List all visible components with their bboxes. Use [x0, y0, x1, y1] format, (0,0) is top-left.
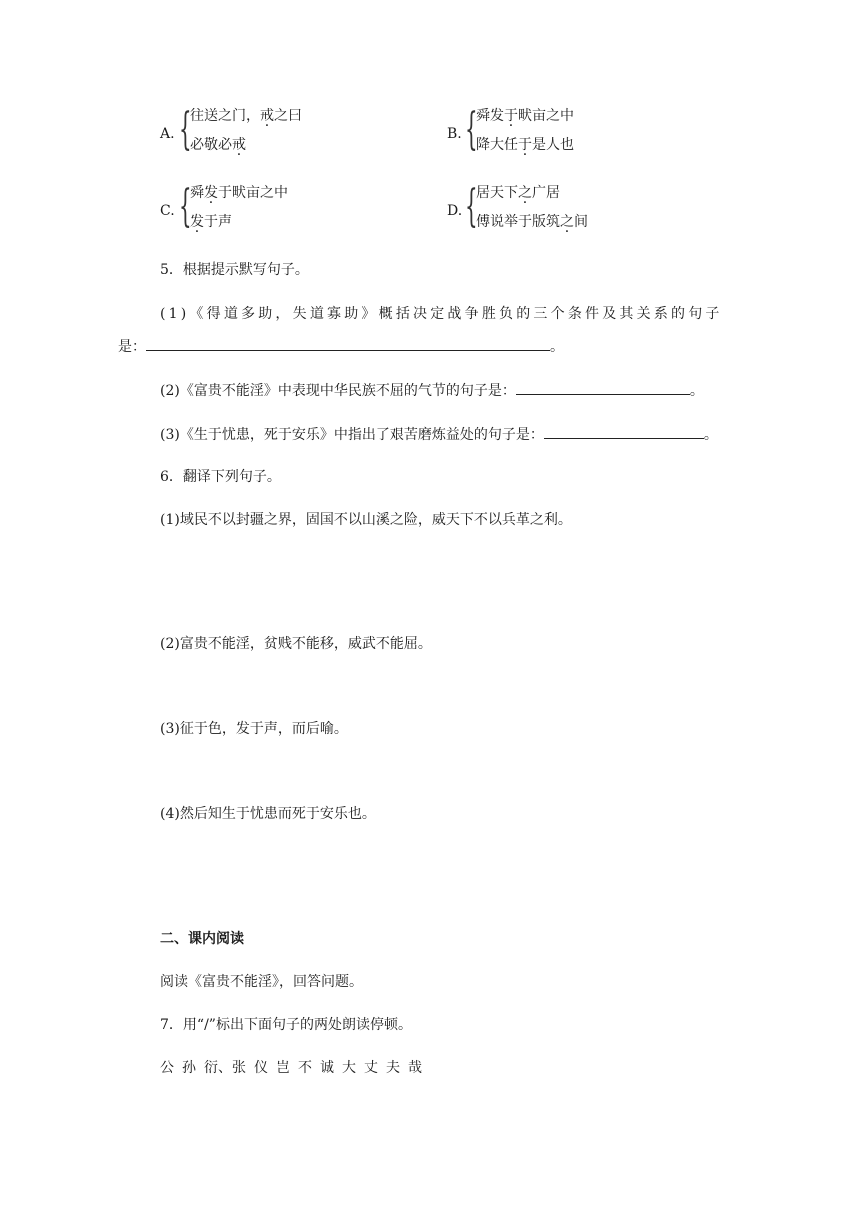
option-b-dotted-char2: 于 [518, 137, 532, 153]
option-b-letter: B. [447, 126, 462, 142]
option-d-line1: 居天下之广居 [476, 185, 560, 201]
q7-char: 诚 [320, 1060, 334, 1076]
option-b-dotted-char1: 于 [504, 108, 518, 124]
q7-char: 孙 [182, 1060, 196, 1076]
option-a-dotted-char2: 戒 [232, 137, 246, 153]
q6-title: 6．翻译下列句子。 [160, 469, 281, 485]
option-a-letter: A. [160, 126, 175, 142]
q6-sentence-3: (3)征于色，发于声，而后喻。 [160, 721, 348, 737]
option-d-line2: 傅说举于版筑之间 [476, 214, 588, 230]
q6-sentence-4: (4)然后知生于忧患而死于安乐也。 [160, 806, 376, 822]
q7-prompt: 7．用“/”标出下面句子的两处朗读停顿。 [160, 1017, 412, 1033]
section2-intro: 阅读《富贵不能淫》，回答问题。 [160, 974, 363, 990]
option-d-brace: { [465, 181, 478, 232]
option-c-letter: C. [160, 203, 175, 219]
q5-item1-prefix: 是： [118, 339, 146, 355]
option-d-dotted-char1: 之 [518, 185, 532, 201]
q7-char: 仪 [254, 1060, 268, 1076]
option-a-line1: 往送之门，戒之曰 [190, 108, 302, 124]
q5-item1-period: 。 [550, 339, 564, 355]
q7-char: 大 [342, 1060, 356, 1076]
q7-char: 夫 [386, 1060, 400, 1076]
q5-item3-blank[interactable] [544, 424, 704, 439]
option-c-line2: 发于声 [190, 214, 232, 230]
option-c-dotted-char2: 发 [190, 214, 204, 230]
option-d-letter: D. [447, 203, 463, 219]
q5-title: 5．根据提示默写句子。 [160, 262, 309, 278]
option-d-dotted-char2: 之 [560, 214, 574, 230]
option-a-line2: 必敬必戒 [190, 137, 246, 153]
option-a-brace: { [179, 104, 192, 155]
option-b-line1: 舜发于畎亩之中 [476, 108, 574, 124]
option-c-line1: 舜发于畎亩之中 [190, 185, 288, 201]
q7-char: 不 [298, 1060, 312, 1076]
option-a-dotted-char1: 戒 [260, 108, 274, 124]
option-c-dotted-char1: 发 [204, 185, 218, 201]
q5-item1-line1: (1)《得道多助，失道寡助》概括决定战争胜负的三个条件及其关系的句子 [160, 306, 723, 322]
q7-char: 衍、张 [204, 1060, 246, 1076]
option-b-line2: 降大任于是人也 [476, 137, 574, 153]
q7-char: 丈 [364, 1060, 378, 1076]
q5-item1-blank[interactable] [146, 336, 550, 351]
option-b-brace: { [465, 104, 478, 155]
q7-char: 岂 [276, 1060, 290, 1076]
q5-item2-blank[interactable] [516, 380, 690, 395]
q5-item2-period: 。 [689, 383, 704, 399]
q5-item3-text: (3)《生于忧患，死于安乐》中指出了艰苦磨炼益处的句子是： [160, 427, 544, 443]
q6-sentence-2: (2)富贵不能淫，贫贱不能移，威武不能屈。 [160, 636, 432, 652]
q5-item3 [160, 424, 718, 445]
q7-char: 公 [160, 1060, 174, 1076]
q7-sentence [160, 1058, 422, 1078]
q5-item2 [160, 380, 704, 401]
q6-sentence-1: (1)域民不以封疆之界，固国不以山溪之险，威天下不以兵革之利。 [160, 512, 572, 528]
q5-item2-text: (2)《富贵不能淫》中表现中华民族不屈的气节的句子是： [160, 383, 516, 399]
section2-heading: 二、课内阅读 [160, 931, 244, 947]
q5-item1-line2 [118, 336, 564, 357]
q5-item3-period: 。 [703, 427, 718, 443]
option-c-brace: { [179, 181, 192, 232]
q7-char: 哉 [408, 1060, 422, 1076]
